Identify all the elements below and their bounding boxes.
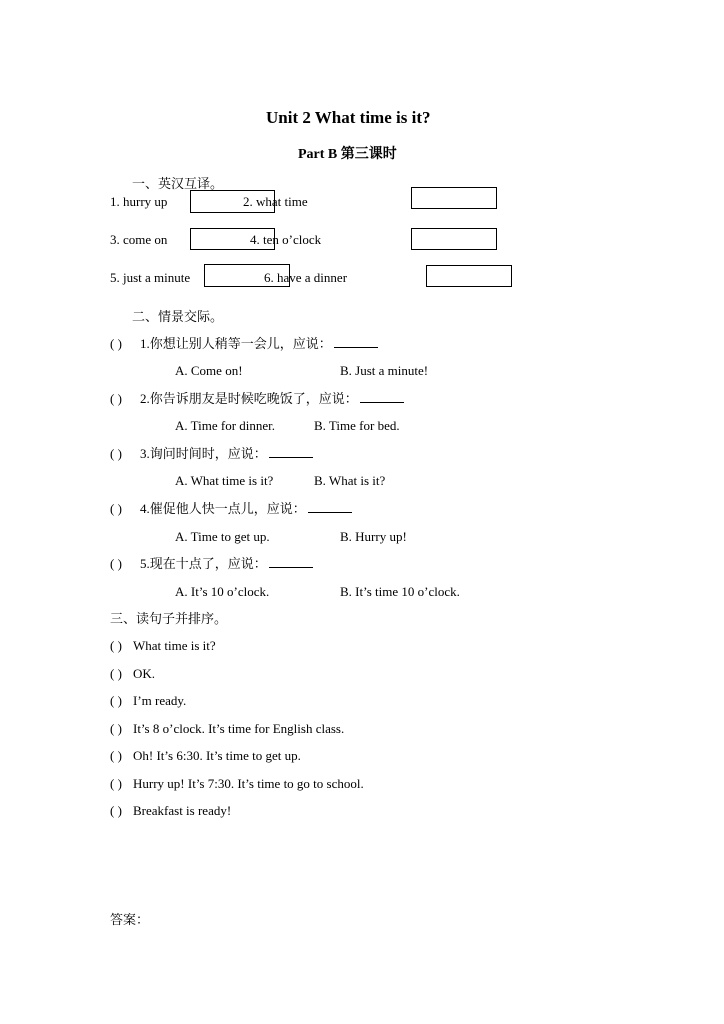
section3-heading: 三、读句子并排序。 <box>110 611 228 626</box>
sentence-paren: ( ) <box>110 748 122 763</box>
section2-heading: 二、情景交际。 <box>132 309 224 324</box>
option-a: A. Come on! <box>175 363 243 378</box>
sentence-7: Breakfast is ready! <box>133 803 232 818</box>
answer-blank <box>269 566 313 568</box>
question-text: 2.你告诉朋友是时候吃晚饭了，应说： <box>140 391 358 406</box>
question-2 <box>140 392 404 405</box>
answer-box-2[interactable] <box>411 187 497 209</box>
translate-item-6: 6. have a dinner <box>264 270 348 285</box>
answer-blank <box>269 456 313 458</box>
question-paren: ( ) <box>110 446 122 461</box>
translate-item-3: 3. come on <box>110 232 168 247</box>
option-b: B. It’s time 10 o’clock. <box>340 584 460 599</box>
answer-blank <box>360 401 404 403</box>
question-paren: ( ) <box>110 501 122 516</box>
option-b: B. Time for bed. <box>314 418 400 433</box>
sentence-paren: ( ) <box>110 721 122 736</box>
sentence-paren: ( ) <box>110 776 122 791</box>
option-b: B. What is it? <box>314 473 386 488</box>
question-paren: ( ) <box>110 556 122 571</box>
question-text: 4.催促他人快一点儿，应说： <box>140 501 306 516</box>
question-4 <box>140 502 352 515</box>
translate-item-5: 5. just a minute <box>110 270 191 285</box>
question-paren: ( ) <box>110 391 122 406</box>
question-text: 3.询问时间时，应说： <box>140 446 267 461</box>
sentence-paren: ( ) <box>110 638 122 653</box>
translate-item-4: 4. ten o’clock <box>250 232 322 247</box>
option-a: A. What time is it? <box>175 473 274 488</box>
sentence-paren: ( ) <box>110 803 122 818</box>
section1-heading: 一、英汉互译。 <box>132 176 224 191</box>
option-a: A. It’s 10 o’clock. <box>175 584 270 599</box>
question-5 <box>140 557 313 570</box>
translate-item-2: 2. what time <box>243 194 308 209</box>
option-b: B. Hurry up! <box>340 529 407 544</box>
translate-item-1: 1. hurry up <box>110 194 168 209</box>
answer-label: 答案： <box>110 912 150 927</box>
page-title: Unit 2 What time is it? <box>266 108 431 127</box>
question-text: 5.现在十点了，应说： <box>140 556 267 571</box>
option-a: A. Time to get up. <box>175 529 270 544</box>
sentence-3: I’m ready. <box>133 693 187 708</box>
sentence-1: What time is it? <box>133 638 216 653</box>
answer-box-6[interactable] <box>426 265 512 287</box>
question-3 <box>140 447 313 460</box>
sentence-2: OK. <box>133 666 156 681</box>
sentence-paren: ( ) <box>110 693 122 708</box>
answer-blank <box>334 346 378 348</box>
answer-blank <box>308 511 352 513</box>
answer-box-4[interactable] <box>411 228 497 250</box>
question-1 <box>140 337 378 350</box>
sentence-paren: ( ) <box>110 666 122 681</box>
question-text: 1.你想让别人稍等一会儿，应说： <box>140 336 332 351</box>
sentence-6: Hurry up! It’s 7:30. It’s time to go to school. <box>133 776 364 791</box>
option-a: A. Time for dinner. <box>175 418 276 433</box>
sentence-5: Oh! It’s 6:30. It’s time to get up. <box>133 748 301 763</box>
page-subtitle: Part B 第三课时 <box>298 147 397 162</box>
question-paren: ( ) <box>110 336 122 351</box>
option-b: B. Just a minute! <box>340 363 429 378</box>
sentence-4: It’s 8 o’clock. It’s time for English class. <box>133 721 345 736</box>
